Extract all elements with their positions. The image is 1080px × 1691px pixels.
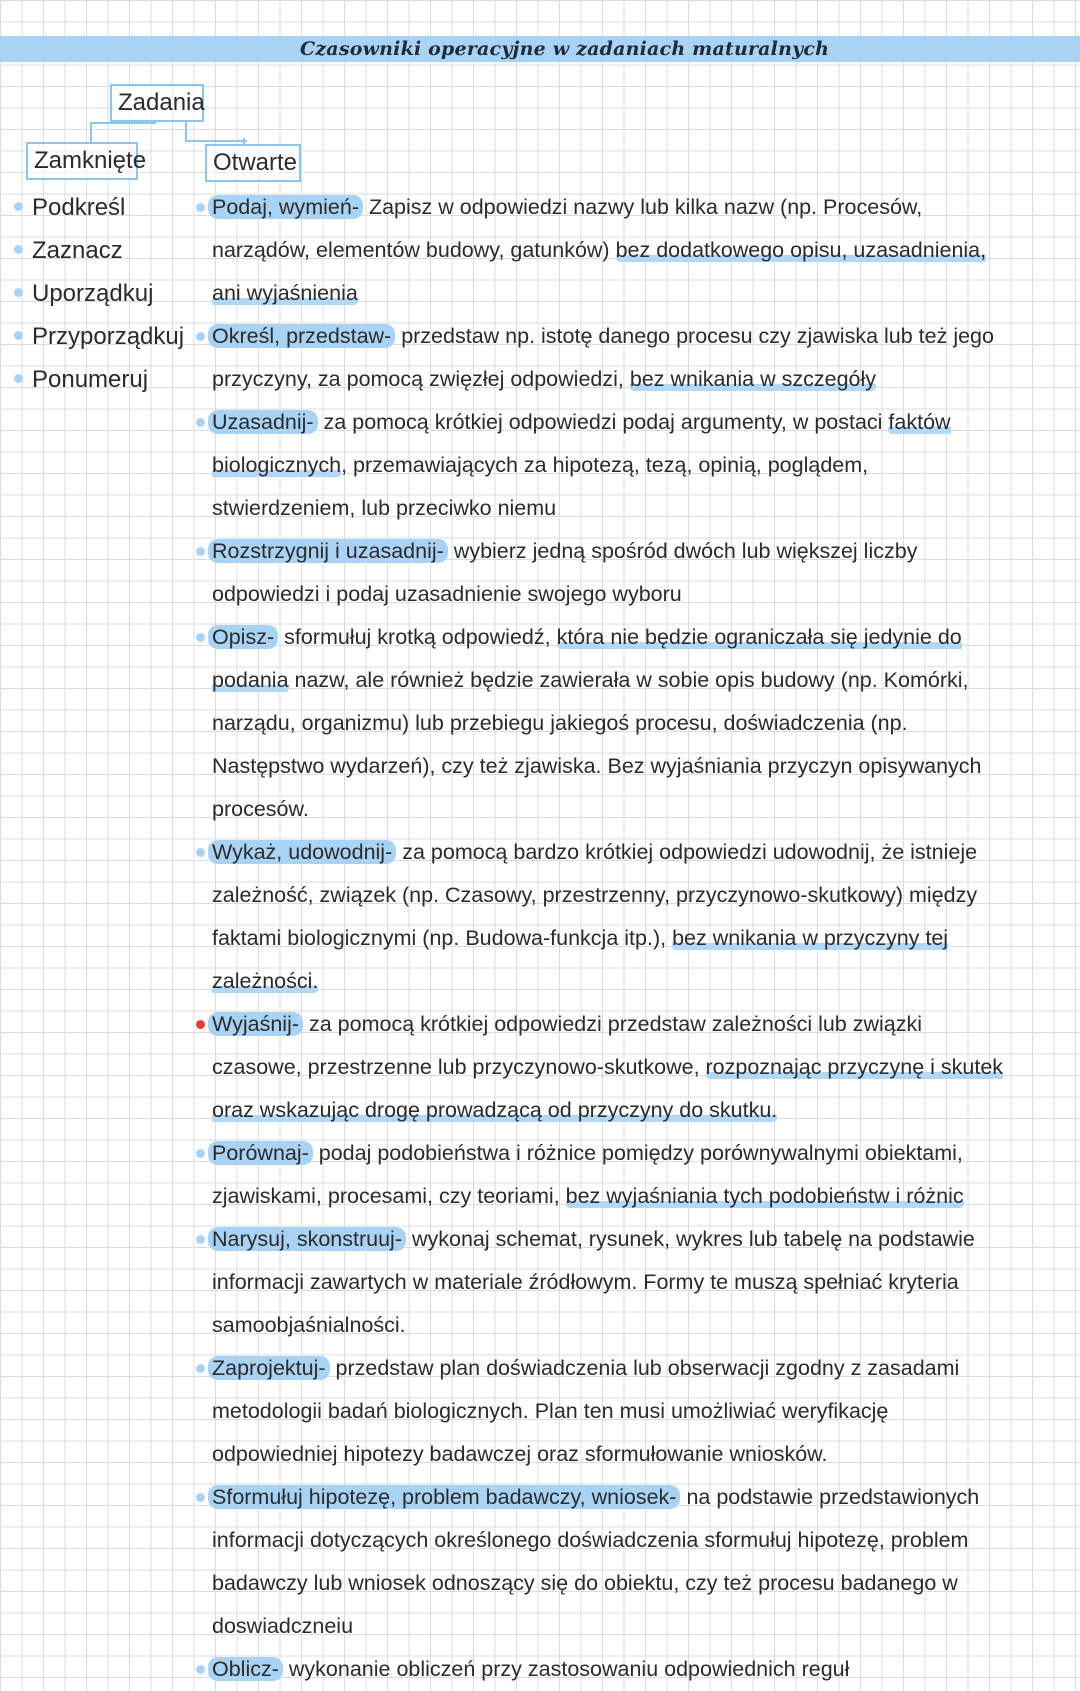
list-item: Sformułuj hipotezę, problem badawczy, wniosek- na podstawie przedstawionych informacji dotyczących określonego doświadczenia sformułuj hipotezę, problem badawczy lub wniosek odnoszący się do obiektu, czy też procesu badanego w doswiadczneiu	[196, 1476, 1016, 1648]
bullet-icon	[14, 331, 23, 340]
connector-right	[185, 122, 247, 142]
bullet-icon	[196, 848, 205, 857]
verb-term: Uzasadnij-	[208, 410, 318, 434]
bullet-icon	[196, 547, 205, 556]
bullet-icon	[196, 1235, 205, 1244]
bullet-icon	[196, 1364, 205, 1373]
verb-term: Podaj, wymień-	[208, 195, 363, 219]
verb-term: Wyjaśnij-	[208, 1012, 303, 1036]
list-item: Oblicz- wykonanie obliczeń przy zastosowaniu odpowiednich reguł	[196, 1648, 1016, 1691]
closed-node-label: Zamknięte	[34, 147, 147, 174]
highlight: rozpoznając przyczynę i skutek oraz wskazując drogę prowadzącą od przyczyny do skutku.	[212, 1055, 1004, 1122]
list-item: Porównaj- podaj podobieństwa i różnice pomiędzy porównywalnymi obiektami, zjawiskami, procesami, czy teoriami, bez wyjaśniania tych podobieństw i różnic	[196, 1132, 1016, 1218]
bullet-icon	[14, 202, 23, 211]
red-bullet-icon	[196, 1020, 205, 1029]
verb-term: Porównaj-	[208, 1141, 313, 1165]
verb-term: Opisz-	[208, 625, 278, 649]
verb-term: Zaprojektuj-	[208, 1356, 330, 1380]
root-node	[110, 84, 204, 122]
bullet-icon	[14, 245, 23, 254]
list-item: Wyjaśnij- za pomocą krótkiej odpowiedzi przedstaw zależności lub związki czasowe, przestrzenne lub przyczynowo-skutkowe, rozpoznając przyczynę i skutek oraz wskazując drogę prowadzącą od przyczyny do skutku.	[196, 1003, 1016, 1132]
open-node-label: Otwarte	[213, 149, 298, 176]
open-node	[205, 144, 301, 182]
list-item: Zaznacz	[14, 229, 184, 272]
verb-term: Narysuj, skonstruuj-	[208, 1227, 406, 1251]
highlight: bez wnikania w przyczyny tej zależności.	[212, 926, 949, 993]
bullet-icon	[196, 1493, 205, 1502]
verb-term: Wykaż, udowodnij-	[208, 840, 396, 864]
list-item: Rozstrzygnij i uzasadnij- wybierz jedną spośród dwóch lub większej liczby odpowiedzi i podaj uzasadnienie swojego wyboru	[196, 530, 1016, 616]
highlight: bez wyjaśniania tych podobieństw i różnic	[565, 1184, 964, 1208]
verb-term: Rozstrzygnij i uzasadnij-	[208, 539, 448, 563]
verb-term: Sformułuj hipotezę, problem badawczy, wniosek-	[208, 1485, 680, 1509]
list-item: Ponumeruj	[14, 358, 184, 401]
list-item: Podkreśl	[14, 186, 184, 229]
closed-node	[26, 142, 147, 180]
page-title: Czasowniki operacyjne w zadaniach maturalnych	[300, 38, 830, 60]
list-item: Określ, przedstaw- przedstaw np. istotę danego procesu czy zjawiska lub też jego przyczyny, za pomocą zwięzłej odpowiedzi, bez wnikania w szczegóły	[196, 315, 1016, 401]
closed-list	[14, 186, 184, 401]
list-item: Uporządkuj	[14, 272, 184, 315]
highlight: bez dodatkowego opisu, uzasadnienia, ani wyjaśnienia	[212, 238, 987, 305]
list-item: Narysuj, skonstruuj- wykonaj schemat, rysunek, wykres lub tabelę na podstawie informacji zawartych w materiale źródłowym. Formy te muszą spełniać kryteria samoobjaśnialności.	[196, 1218, 1016, 1347]
bullet-icon	[14, 374, 23, 383]
bullet-icon	[196, 1149, 205, 1158]
open-list	[196, 186, 1016, 1691]
bullet-icon	[196, 1665, 205, 1674]
root-node-label: Zadania	[118, 89, 205, 116]
list-item: Przyporządkuj	[14, 315, 184, 358]
list-item: Podaj, wymień- Zapisz w odpowiedzi nazwy lub kilka nazw (np. Procesów, narządów, elementów budowy, gatunków) bez dodatkowego opisu, uzasadnienia, ani wyjaśnienia	[196, 186, 1016, 315]
bullet-icon	[196, 633, 205, 642]
highlight: bez wnikania w szczegóły	[629, 367, 877, 391]
highlight: faktów biologicznych	[212, 410, 951, 477]
list-item: Opisz- sformułuj krotką odpowiedź, która nie będzie ograniczała się jedynie do podania nazw, ale również będzie zawierała w sobie opis budowy (np. Komórki, narządu, organizmu) lub przebiegu jakiegoś procesu, doświadczenia (np. Następstwo wydarzeń), czy też zjawiska. Bez wyjaśniania przyczyn opisywanych procesów.	[196, 616, 1016, 831]
list-item: Zaprojektuj- przedstaw plan doświadczenia lub obserwacji zgodny z zasadami metodologii badań biologicznych. Plan ten musi umożliwiać weryfikację odpowiedniej hipotezy badawczej oraz sformułowanie wniosków.	[196, 1347, 1016, 1476]
bullet-icon	[196, 203, 205, 212]
bullet-icon	[196, 332, 205, 341]
bullet-icon	[14, 288, 23, 297]
highlight: która nie będzie ograniczała się jedynie do podania	[212, 625, 962, 692]
list-item: Wykaż, udowodnij- za pomocą bardzo krótkiej odpowiedzi udowodnij, że istnieje zależność, związek (np. Czasowy, przestrzenny, przyczynowo-skutkowy) między faktami biologicznymi (np. Budowa-funkcja itp.), bez wnikania w przyczyny tej zależności.	[196, 831, 1016, 1003]
verb-term: Określ, przedstaw-	[208, 324, 395, 348]
verb-term: Oblicz-	[208, 1657, 283, 1681]
bullet-icon	[196, 418, 205, 427]
connector-left	[90, 122, 156, 142]
list-item: Uzasadnij- za pomocą krótkiej odpowiedzi podaj argumenty, w postaci faktów biologicznych, przemawiających za hipotezą, tezą, opinią, poglądem, stwierdzeniem, lub przeciwko niemu	[196, 401, 1016, 530]
